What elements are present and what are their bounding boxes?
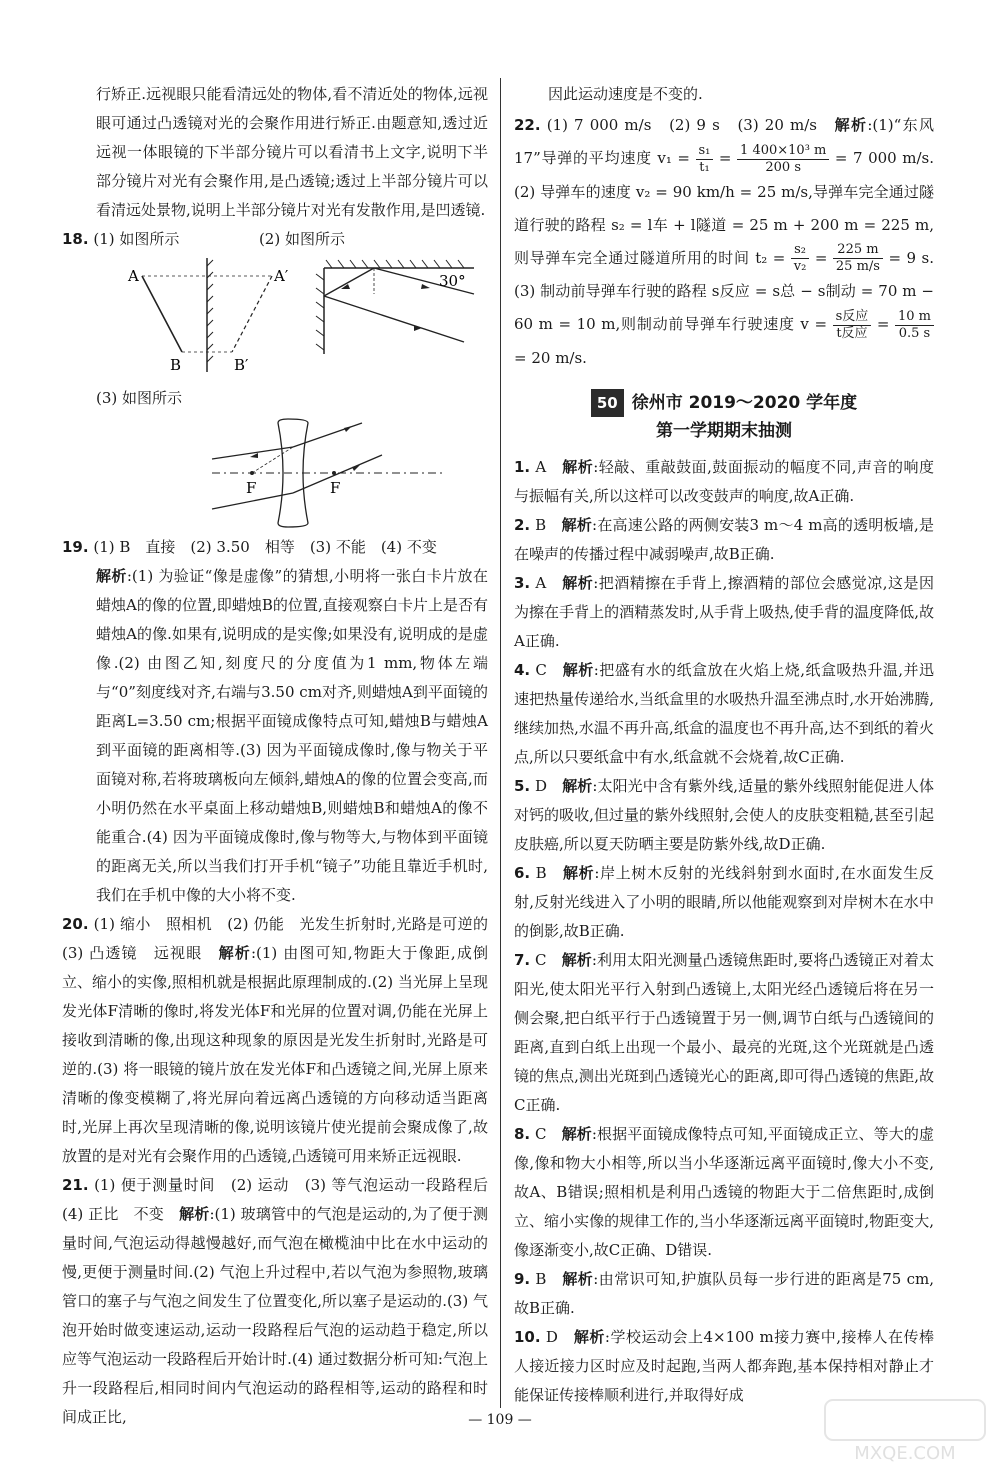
answer-item: 10. D 解析:学校运动会上4×100 m接力赛中,接棒人在传棒人接近接力区时应及时起跑,当两人都奔跑,基本保持相对静止才能保证传接棒顺利进行,并取得好成 [514,1327,934,1404]
object-ab [142,276,182,352]
answer-list [514,453,934,1410]
fraction-s1-t1: $\frac{\text{s₁}}{\text{t₁}}$ [696,143,714,176]
label-b: B [170,356,182,374]
q20-answer: 20. (1) 缩小 照相机 (2) 仍能 光发生折射时,光路是可逆的 (3) 凸透镜 远视眼 解析:(1) 由图可知,物距大于像距,成倒立、缩小的实像,照相机就是根据此原理制成的.(2) 当光屏上呈现发光体F清晰的像时,将发光体F和光屏的位置对调,仍能在光屏上接收到清晰的像,出现这种现象的原因是光发生折射时,光路是可逆的.(3) 将一眼镜的镜片放在发光体F和凸透镜之间,光屏上原来清晰的像变模糊了,将光屏向着远离凸透镜的方向移动适当距离时,光屏上再次呈现清晰的像,说明该镜片使光提前会聚成像了,故放置的是对光有会聚作用的凸透镜,凸透镜可用来矫正远视眼. [62,915,504,1165]
section-title-line1: 徐州市 2019～2020 学年度 [631,392,858,413]
answer-item: 5. D 解析:太阳光中含有紫外线,适量的紫外线照射能促进人体对钙的吸收,但过量的紫外线照射,会使人的皮肤变粗糙,甚至引起皮肤癌,所以夏天防晒主要是防紫外线,故D正确. [514,776,934,853]
answer-item: 7. C 解析:利用太阳光测量凸透镜焦距时,要将凸透镜正对着太阳光,使太阳光平行入射到凸透镜上,太阳光经凸透镜后将在另一侧会聚,把白纸平行于凸透镜置于另一侧,调节白纸与凸透镜间的距离,直到白纸上出现一个最小、最亮的光斑,这个光斑就是凸透镜的焦点,测出光斑到凸透镜光心的距离,即可得凸透镜的焦距,故C正确. [514,950,934,1114]
q18-number: 18. [62,230,89,248]
fraction-distance-time: $\frac{\text{1 400×10³ m}}{200 s}$ [737,143,829,176]
q18-part3-label: (3) 如图所示 [96,389,183,407]
concave-lens-figure [62,413,488,533]
label-a-prime: A′ [274,267,289,285]
image-ab [232,276,272,352]
q19-explanation: 解析:(1) 为验证“像是虚像”的猜想,小明将一张白卡片放在蜡烛A的像的位置,即蜡烛B的位置,直接观察白卡片上是否有蜡烛A的像.如果有,说明成的是实像;如果没有,说明成的是虚像.(2) 由图乙知,刻度尺的分度值为1 mm,物体左端与“0”刻度线对齐,右端与3.50 cm对齐,则蜡烛A到平面镜的距离L=3.50 cm;根据平面镜成像特点可知,蜡烛B与蜡烛A到平面镜的距离相等.(3) 因为平面镜成像时,像与物关于平面镜对称,若将玻璃板向左倾斜,蜡烛A的像的位置会变高,而小明仍然在水平桌面上移动蜡烛B,则蜡烛B和蜡烛A的像不能重合.(4) 因为平面镜成像时,像与物等大,与物体到平面镜的距离无关,所以当我们打开手机“镜子”功能且靠近手机时,我们在手机中像的大小将不变. [96,567,488,904]
q18-heading [62,225,488,254]
q17-continuation: 行矫正.远视眼只能看清远处的物体,看不清近处的物体,远视眼可通过凸透镜对光的会聚作用进行矫正.由题意知,透过近远视一体眼镜的下半部分镜片可以看清书上文字,说明下半部分镜片对光有会聚作用,是凸透镜;透过上半部分镜片可以看清远处景物,说明上半部分镜片对光有发散作用,是凹透镜. [96,85,488,219]
fraction-225-25: $\frac{225 m}{25 m/s}$ [833,242,883,275]
q18-part2-label: (2) 如图所示 [258,230,345,248]
q21-answer: 21. (1) 便于测量时间 (2) 运动 (3) 等气泡运动一段路程后 (4) 正比 不变 解析:(1) 玻璃管中的气泡是运动的,为了便于测量时间,气泡运动得越慢越好,而气泡在橄榄油中比在水中运动的慢,更便于测量时间.(2) 气泡上升过程中,若以气泡为参照物,玻璃管口的塞子与气泡之间发生了位置变化,所以塞子是运动的.(3) 气泡开始时做变速运动,运动一段路程后气泡的运动趋于稳定,所以应等气泡运动一段路程后开始计时.(4) 通过数据分析可知:气泡上升一段路程后,相同时间内气泡运动的路程相等,运动的路程和时间成正比, [62,1176,504,1426]
fraction-s2-v2: $\frac{\text{s₂}}{\text{v₂}}$ [791,242,810,275]
plane-mirror-figure [122,254,292,384]
focus-left: F [246,479,257,497]
svg-text:MXQE.COM: MXQE.COM [854,1443,956,1464]
answer-item: 6. B 解析:岸上树木反射的光线斜射到水面时,在水面发生反射,反射光线进入了小明的眼睛,所以他能观察到对岸树木在水中的倒影,故B正确. [514,863,934,940]
right-column [514,80,934,1410]
section-number: 50 [591,389,624,417]
q18-part1-label: (1) 如图所示 [93,230,180,248]
watermark-logo [820,1395,990,1465]
answer-item: 3. A 解析:把酒精擦在手背上,擦酒精的部位会感觉凉,这是因为擦在手背上的酒精蒸发时,从手背上吸热,使手背的温度降低,故A正确. [514,573,934,650]
q22-answer: 22. (1) 7 000 m/s (2) 9 s (3) 20 m/s 解析:(1)“东风17”导弹的平均速度 v₁ = $\frac{\text{s₁}}{\text{t₁}}$ = $\frac{\text{1 400×10³ m}}{200 s}$ = 7 000 m/s.(2) 导弹车的速度 v₂ = 90 km/h = 25 m/s,导弹车完全通过隧道行驶的路程 s₂ = l车 + l隧道 = 25 m + 200 m = 225 m,则导弹车完全通过隧道所用的时间 t₂ = $\frac{\text{s₂}}{\text{v₂}}$ = $\frac{225 m}{25 m/s}$ = 9 s.(3) 制动前导弹车行驶的路程 s反应 = s总 − s制动 = 70 m − 60 m = 10 m,则制动前导弹车行驶速度 v = $\frac{\text{s反应}}{\text{t反应}}$ = $\frac{10 m}{0.5 s}$ = 20 m/s. [514,116,934,367]
answer-item: 9. B 解析:由常识可知,护旗队员每一步行进的距离是75 cm,故B正确. [514,1269,934,1317]
fraction-10-05: $\frac{10 m}{0.5 s}$ [895,309,934,342]
column-divider [500,78,501,1408]
q19-answer: 19. (1) B 直接 (2) 3.50 相等 (3) 不能 (4) 不变 [62,538,437,556]
reflection-figure [314,254,484,364]
answer-item: 4. C 解析:把盛有水的纸盒放在火焰上烧,纸盒吸热升温,并迅速把热量传递给水,当纸盒里的水吸热升温至沸点时,水开始沸腾,继续加热,水温不再升高,纸盒的温度也不再升高,达不到纸的着火点,所以只要纸盒中有水,纸盒就不会烧着,故C正确. [514,660,934,766]
label-a: A [128,267,139,285]
section-heading [514,389,934,445]
q21-continuation: 因此运动速度是不变的. [548,85,703,103]
section-title-line2: 第一学期期末抽测 [656,420,792,441]
label-b-prime: B′ [234,356,249,374]
angle-label: 30° [439,272,466,290]
focus-right: F [330,479,341,497]
fraction-reaction: $\frac{\text{s反应}}{\text{t反应}}$ [833,309,872,342]
answer-item: 1. A 解析:轻敲、重敲鼓面,鼓面振动的幅度不同,声音的响度与振幅有关,所以这样可以改变鼓声的响度,故A正确. [514,457,934,505]
answer-item: 2. B 解析:在高速公路的两侧安装3 m～4 m高的透明板墙,是在噪声的传播过程中减弱噪声,故B正确. [514,515,934,563]
page-number: — 109 — [468,1412,532,1428]
answer-item: 8. C 解析:根据平面镜成像特点可知,平面镜成正立、等大的虚像,像和物大小相等,所以当小华逐渐远离平面镜时,像大小不变,故A、B错误;照相机是利用凸透镜的物距大于二倍焦距时,成倒立、缩小实像的规律工作的,当小华逐渐远离平面镜时,物距变大,像逐渐变小,故C正确、D错误. [514,1124,934,1259]
q18-figures [62,254,488,384]
